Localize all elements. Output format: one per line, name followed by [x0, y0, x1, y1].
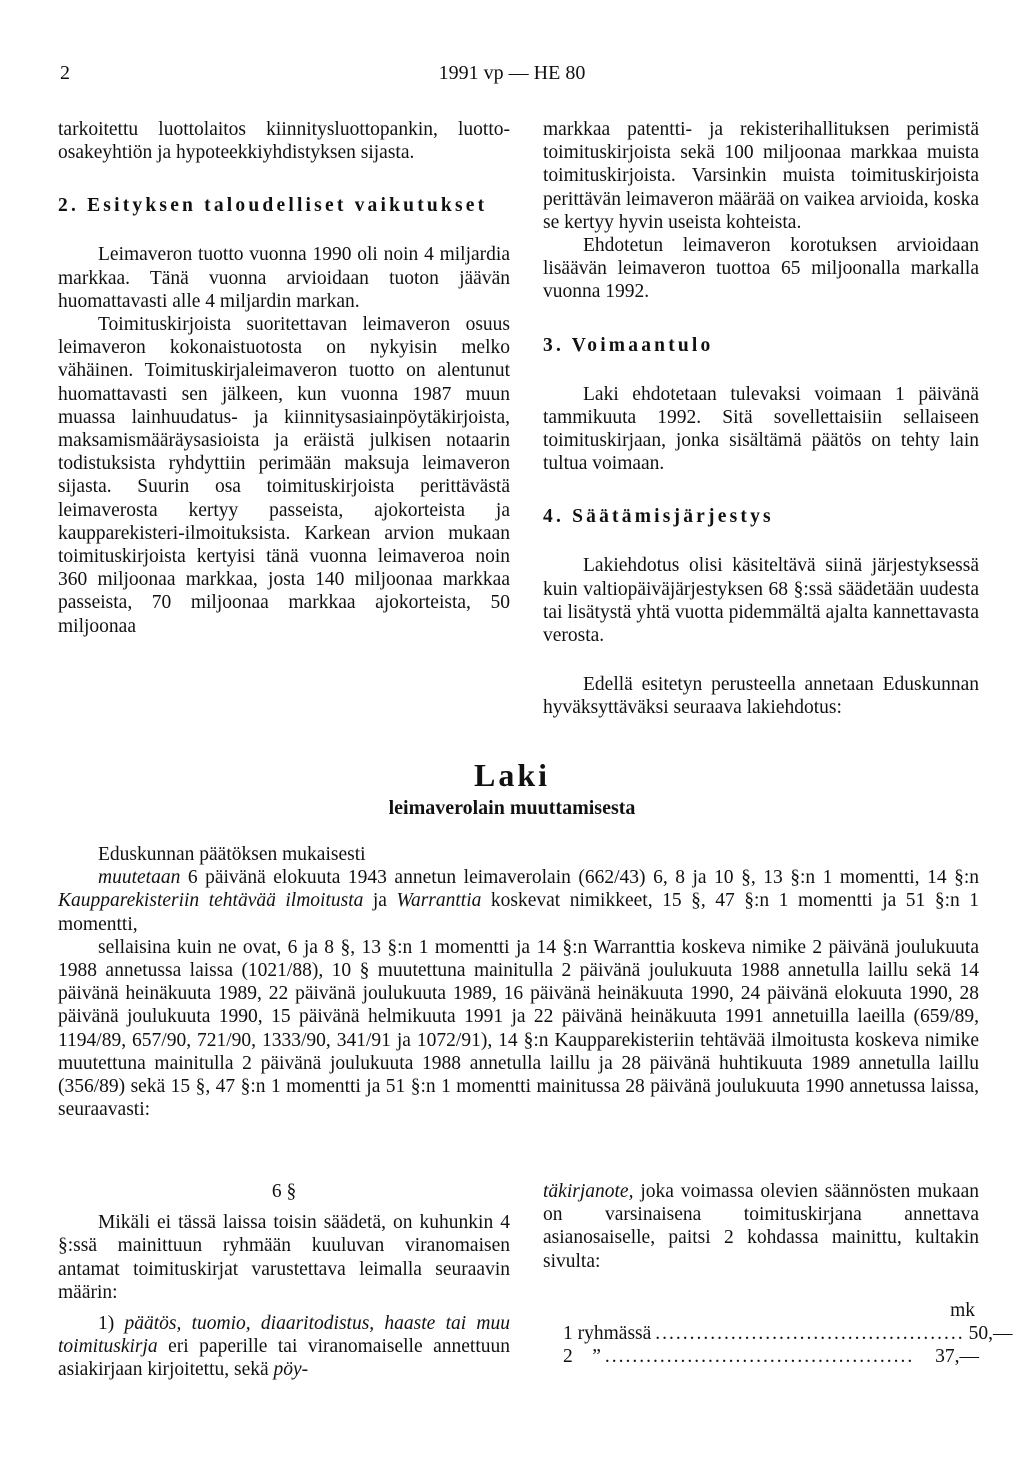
- amendment-verb: muutetaan: [98, 867, 181, 889]
- law-preamble: [58, 843, 979, 1121]
- item-1-italic-end: pöy-: [273, 1359, 309, 1381]
- section-6-item-1: [58, 1312, 510, 1382]
- law-title: Laki: [473, 757, 551, 793]
- right-column: [543, 118, 979, 720]
- right-paragraph-1: markkaa patentti- ja rekisterihallituksen perimistä toimituskirjoista sekä 100 miljoonaa markkaa muista toimituskirjoista. Varsinkin muista toimituskirjoista perittävän leimaveron määrää on vaikea arvioida, koska se kertyy hyvin useista kohteista.: [543, 119, 979, 233]
- fee-row: [543, 1345, 979, 1368]
- fee-dots: .............................................: [604, 1346, 915, 1368]
- section-4-heading: 4. Säätämisjärjestys: [543, 506, 774, 528]
- amendment-title-1: Kaupparekisteriin tehtävää ilmoitusta: [58, 890, 364, 912]
- section-6-paragraph: Mikäli ei tässä laissa toisin säädetä, on kuhunkin 4 §:ssä mainittuun ryhmään kuuluvan viranomaisen antamat toimituskirjat varustettava leimalla seuraavin määrin:: [58, 1212, 510, 1303]
- fee-label: 1 ryhmässä: [563, 1323, 652, 1345]
- section-6-right: [543, 1180, 1013, 1368]
- left-column: [58, 118, 510, 638]
- fee-label: 2 ”: [563, 1346, 601, 1368]
- section-4-paragraph-1: Lakiehdotus olisi käsiteltävä siinä järjestyksessä kuin valtiopäiväjärjestyksen 68 §:ssä säädetään uudesta tai lisätystä yhtä vuotta pidemmältä ajalta kannettavasta verosta.: [543, 555, 979, 647]
- amendment-clause: [58, 866, 979, 936]
- continuation-text: joka voimassa olevien säännösten mukaan on varsinaisena toimituskirjana annettava asianosaiselle, paitsi 2 kohdassa mainittu, kultakin sivulta:: [543, 1181, 979, 1272]
- fee-row: [543, 1322, 1013, 1345]
- section-6-heading: 6 §: [271, 1181, 297, 1202]
- page-number: 2: [60, 62, 70, 84]
- fee-amount: 37,—: [935, 1346, 979, 1368]
- fee-table: [543, 1299, 1013, 1369]
- section-2-paragraph-2: Toimituskirjoista suoritettavan leimaveron osuus leimaveron kokonaistuotosta on nykyisin melko vähäinen. Toimituskirjaleimaveron tuotto on alentunut huomattavasti sen jälkeen, kun vuonna 1987 muun muassa lainhuudatus- ja kiinnitysasiainpöytäkirjoista, maksamismääräysasioista ja eräistä julkisen notaarin todistuksista ryhdyttiin perimään maksuja leimaveron sijasta. Suurin osa toimituskirjoista perittävästä leimaverosta kertyy passeista, ajokorteista ja kaupparekisteri-ilmoituksista. Karkean arvion mukaan toimituskirjoista kertyisi tänä vuonna leimaveroa noin 360 miljoonaa markkaa, josta 140 miljoonaa markkaa passeista, 70 miljoonaa markkaa ajokorteista, 50 miljoonaa: [58, 314, 510, 637]
- amendment-text-3: koskevat nimikkeet, 15 §, 47 §:n 1 momentti ja 51 §:n 1 momentti,: [58, 890, 979, 935]
- section-2-heading: 2. Esityksen taloudelliset vaikutukset: [58, 195, 488, 217]
- section-6-left: [58, 1180, 510, 1382]
- amendment-text-2: ja: [363, 890, 397, 912]
- amendment-title-2: Warranttia: [396, 890, 482, 912]
- amendment-history: sellaisina kuin ne ovat, 6 ja 8 §, 13 §:n 1 momentti ja 14 §:n Warranttia koskeva nimike 2 päivänä joulukuuta 1988 annetussa laissa (1021/88), 10 § muutettuna mainitulla 2 päivänä joulukuuta 1988 annetulla laillu sekä 14 päivänä heinäkuuta 1989, 22 päivänä joulukuuta 1989, 16 päivänä heinäkuuta 1990, 24 päivänä elokuuta 1990, 28 päivänä joulukuuta 1990, 15 päivänä helmikuuta 1991 ja 22 päivänä heinäkuuta 1991 annetuilla laeilla (659/89, 1194/89, 657/90, 721/90, 1333/90, 341/91 ja 1072/91), 14 §:n Kaupparekisteriin tehtävää ilmoitusta koskeva nimike muutettuna mainitulla 2 päivänä joulukuuta 1988 annetulla laillu ja 28 päivänä huhtikuuta 1989 annetulla laillu (356/89) sekä 15 §, 47 §:n 1 momentti ja 51 §:n 1 momentti mainitussa 28 päivänä joulukuuta 1990 annetussa laissa, seuraavasti:: [58, 936, 979, 1121]
- section-4-paragraph-2: Edellä esitetyn perusteella annetaan Eduskunnan hyväksyttäväksi seuraava lakiehdotus:: [543, 674, 979, 719]
- item-1-prefix: 1): [98, 1313, 125, 1335]
- fee-dots: .............................................: [655, 1323, 965, 1345]
- section-3-heading: 3. Voimaantulo: [543, 334, 714, 356]
- running-head: 1991 vp — HE 80: [438, 62, 586, 84]
- section-6-continuation: [543, 1180, 979, 1273]
- fee-unit: mk: [950, 1299, 975, 1321]
- law-subtitle: leimaverolain muuttamisesta: [388, 797, 636, 819]
- amendment-text-1: 6 päivänä elokuuta 1943 annetun leimaverolain (662/43) 6, 8 ja 10 §, 13 §:n 1 momentti, 14 §:n: [180, 867, 979, 889]
- enacting-clause: Eduskunnan päätöksen mukaisesti: [98, 844, 366, 865]
- fee-amount: 50,—: [968, 1323, 1013, 1345]
- item-1-italic: päätös, tuomio, diaaritodistus, haaste tai muu toimituskirja: [58, 1313, 510, 1358]
- continuation-italic: täkirjanote,: [543, 1181, 634, 1202]
- section-2-paragraph-1: Leimaveron tuotto vuonna 1990 oli noin 4 miljardia markkaa. Tänä vuonna arvioidaan tuoton jäävän huomattavasti alle 4 miljardin markan.: [58, 244, 510, 312]
- item-1-text: eri paperille tai viranomaiselle annettuun asiakirjaan kirjoitettu, sekä: [58, 1336, 510, 1381]
- section-3-paragraph: Laki ehdotetaan tulevaksi voimaan 1 päivänä tammikuuta 1992. Sitä sovellettaisiin sellaiseen toimituskirjaan, jonka sisältämä päätös on tehty lain tultua voimaan.: [543, 383, 979, 475]
- intro-paragraph: tarkoitettu luottolaitos kiinnitysluottopankin, luotto-osakeyhtiön ja hypoteekkiyhdistyksen sijasta.: [58, 119, 510, 164]
- right-paragraph-2: Ehdotetun leimaveron korotuksen arvioidaan lisäävän leimaveron tuottoa 65 miljoonalla markalla vuonna 1992.: [543, 235, 979, 303]
